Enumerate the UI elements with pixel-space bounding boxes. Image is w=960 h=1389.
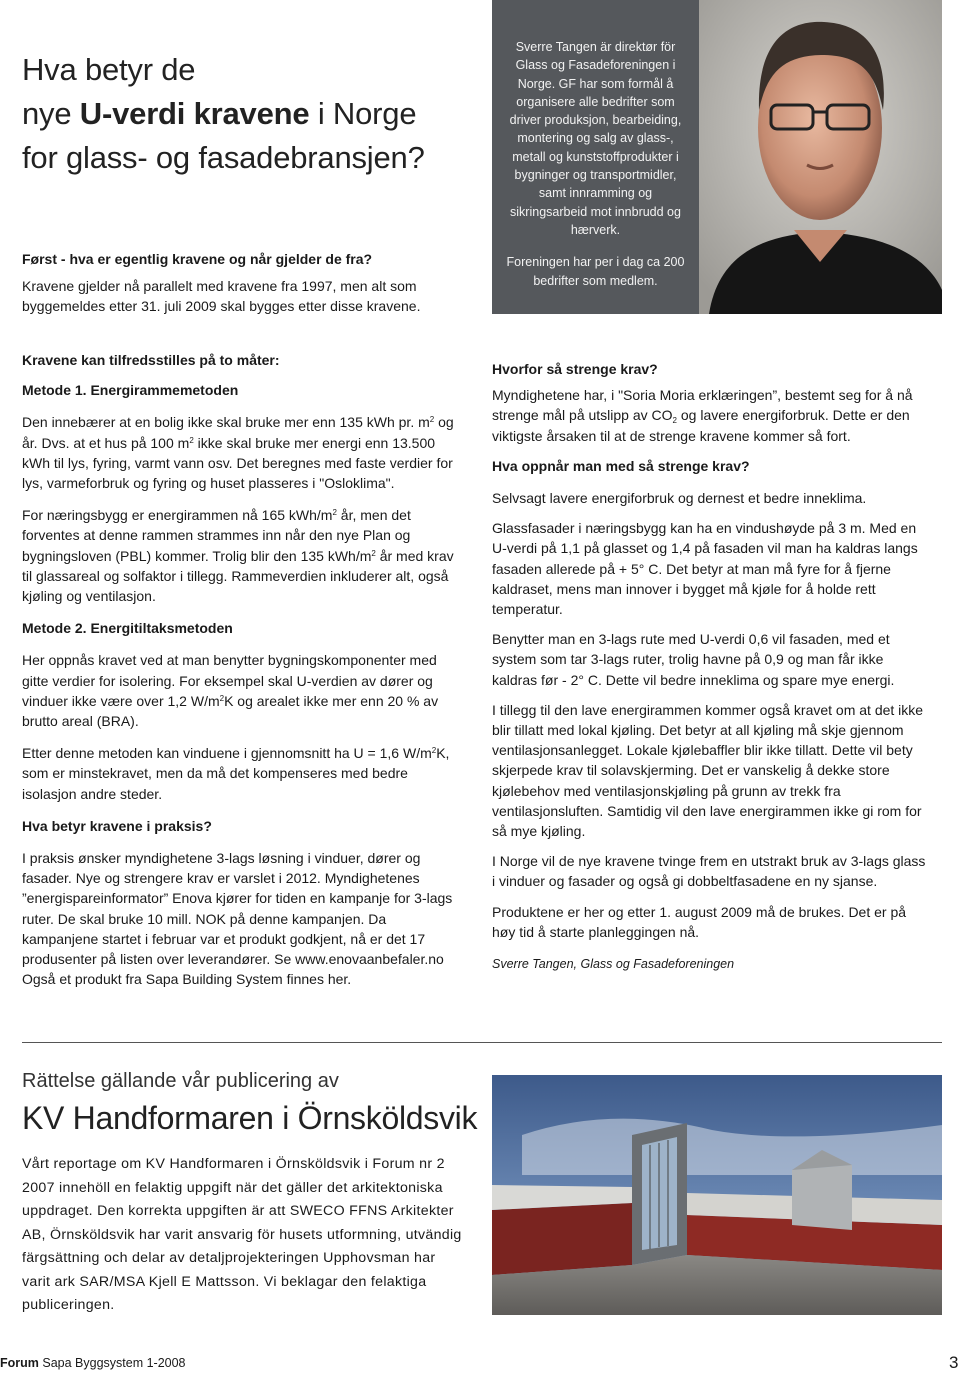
author-info-box [492,0,699,314]
headline-line-2-pre: nye [22,96,80,131]
superscript: 2 [431,746,437,756]
text-run: ikke skal bruke mer energi enn 13.500 kWh til lys, fyring, varmt vann osv. Det beregnes med faste verdier for lys, varmeforbruk og fyring og huset plasseres i "Osloklima". [22,434,453,492]
achieve-paragraph-4: I tillegg til den lave energirammen kommer også kravet om at det ikke blir tillatt med lokal kjøling. Det betyr at all kjøling må skje gjennom ventilasjonsanlegget. Lokale kjølebaffler blir ikke tillatt. Dette vil bety skjerpede krav til solavskjerming. Det er vanskelig å dekke store kjølebehov med ventilasjonskjøling på grunn av trekk fra ventilasjonsluften. Samtidig vil den lave energirammen ikke gi rom for så mye kjøling. [492,701,924,840]
superscript: 2 [429,415,435,425]
achieve-paragraph-5: I Norge vil de nye kravene tvinge frem en utstrakt bruk av 3-lags glass i vinduer og fasader og også gi dobbeltfasadene en ny sjanse. [492,853,926,890]
text-run: Etter denne metoden kan vinduene i gjennomsnitt ha U = 1,6 W/m [22,745,432,762]
text-run: K, som er minstekravet, men da må det kompenseres med bedre isolasjon andre steder. [22,745,450,802]
text-run: K og arealet ikke mer enn 20 % av brutto areal (BRA). [22,692,439,730]
author-portrait-photo [699,0,942,314]
text-run: år med krav til glassareal og solfaktor i tillegg. Rammeverdien inkluderer alt, også kjøling og ventilasjon. [22,547,454,605]
headline-line-1: Hva betyr de [22,52,196,87]
text-run: Den innebærer at en bolig ikke skal bruke mer enn 135 kWh pr. m [22,414,430,431]
practice-paragraph: I praksis ønsker myndighetene 3-lags løsning i vinduer, dører og fasader. Nye og strengere krav er varslet i 2012. Myndighetenes ”energispareinformator” Enova kjører for tiden en kampanje for 3-lags ruter. De skal bruke 10 mill. NOK på denne kampanjen. Da kampanjene startet i februar var et produkt godkjent, nå er det 17 produsenter på listen over leverandører. Se www.enovaanbefaler.no Også et produkt fra Sapa Building System finnes her. [22,850,453,988]
building-photo [492,1075,942,1315]
practice-heading: Hva betyr kravene i praksis? [22,817,212,834]
method-1-paragraph-1 [22,412,460,493]
method-2-heading: Metode 2. Energitiltaksmetoden [22,620,233,637]
text-run: For næringsbygg er energirammen nå 165 kWh/m [22,507,333,524]
headline-line-2 [22,92,462,136]
achieve-paragraph-1: Selvsagt lavere energiforbruk og dernest et bedre inneklima. [492,490,867,507]
left-column [22,350,460,989]
method-2-paragraph-2 [22,743,460,804]
method-1-paragraph-2 [22,505,460,606]
section-heading: Kravene kan tilfredsstilles på to måter: [22,352,280,368]
signature: Sverre Tangen, Glass og Fasadeforeningen [492,957,735,972]
text-run: og år. Dvs. at et hus på 100 m [22,414,454,451]
superscript: 2 [371,548,376,558]
text-run: og lavere energiforbruk. Dette er den viktigste årsaken til at de strenge kravene kommer så fort. [492,407,910,444]
correction-title: KV Handformaren i Örnsköldsvik [22,1100,478,1136]
superscript: 2 [219,693,225,703]
why-paragraph [492,385,932,446]
achieve-paragraph-2: Glassfasader i næringsbygg kan ha en vindushøyde på 3 m. Med en U-verdi på 1,1 på glasset og 1,4 på fasaden vil man ha kaldras langs fasaden allerede på + 5° C. Det betyr at man må fyre for å fjerne kaldraset, mens man innover i bygget må kjøle for å holde rett temperatur. [492,520,918,618]
footer-brand: Forum [0,1356,39,1370]
superscript: 2 [189,435,194,445]
headline-emphasis: U-verdi kravene [79,96,310,131]
headline [22,48,462,180]
text-run: år, men det forventes at denne rammen strammes inn når den nye Plan og bygningsloven (PBL) kommer. Trolig blir den 135 kWh/m [22,507,411,564]
achieve-paragraph-3: Benytter man en 3-lags rute med U-verdi 0,6 vil fasaden, med et system som tar 3-lags ruter, trolig havne på 0,9 og man får ikke kaldras før - 2° C. Dette vil bedre inneklima og spare mye energi. [492,631,895,688]
superscript: 2 [332,508,337,518]
page-number: 3 [949,1353,959,1372]
headline-line-3: for glass- og fasadebransjen? [22,140,425,175]
text-run: Her oppnås kravet ved at man benytter bygningskomponenter med gitte verdier for isolering. For eksempel skal U-verdien av dører og vinduer ikke være over 1,2 W/m [22,652,437,709]
author-info-members: Foreningen har per i dag ca 200 bedrifter som medlem. [506,255,685,288]
achieve-paragraph-6: Produktene er her og etter 1. august 2009 må de brukes. Det er på høy tid å starte planleggingen nå. [492,903,907,940]
intro-question: Først - hva er egentlig kravene og når gjelder de fra? [22,251,373,267]
right-column [492,359,932,974]
correction-subtitle: Rättelse gällande vår publicering av [22,1070,339,1092]
why-heading: Hvorfor så strenge krav? [492,361,658,377]
text-run: Myndighetene har, i "Soria Moria erklæringen”, bestemt seg for å nå strenge mål på utslipp av CO [492,387,913,424]
method-1-heading: Metode 1. Energirammemetoden [22,382,239,399]
subscript: 2 [672,416,677,426]
method-2-paragraph-1 [22,650,460,731]
author-info-text: Sverre Tangen är direktør för Glass og Fasadeforeningen i Norge. GF har som formål å organisere alle bedrifter som driver produksjon, bearbeiding, montering og salg av glass-, metall og kunststoffprodukter i bygninger og transportmidler, samt innramming og sikringsarbeid mot innbrudd og hærverk. [509,40,682,237]
section-divider [22,1042,942,1043]
intro-answer: Kravene gjelder nå parallelt med kravene fra 1997, men alt som byggemeldes etter 31. juli 2009 skal bygges etter disse kravene. [22,278,421,314]
correction-body: Vårt reportage om KV Handformaren i Örnsköldsvik i Forum nr 2 2007 innehöll en felaktig uppgift när det gäller det arkitektoniska uppdraget. Den korrekta uppgiften är att SWECO FFNS Arkitekter AB, Örnsköldsvik har varit ansvarig för husets utformning, utvändig färgsättning och delar av detaljprojekteringen Upphovsman har varit ark SAR/MSA Kjell E Mattsson. Vi beklagar den felaktiga publiceringen. [22,1156,462,1313]
achieve-heading: Hva oppnår man med så strenge krav? [492,457,750,474]
footer [0,1356,186,1370]
headline-line-2-post: i Norge [309,96,417,131]
footer-publication: Sapa Byggsystem 1-2008 [38,1356,186,1370]
